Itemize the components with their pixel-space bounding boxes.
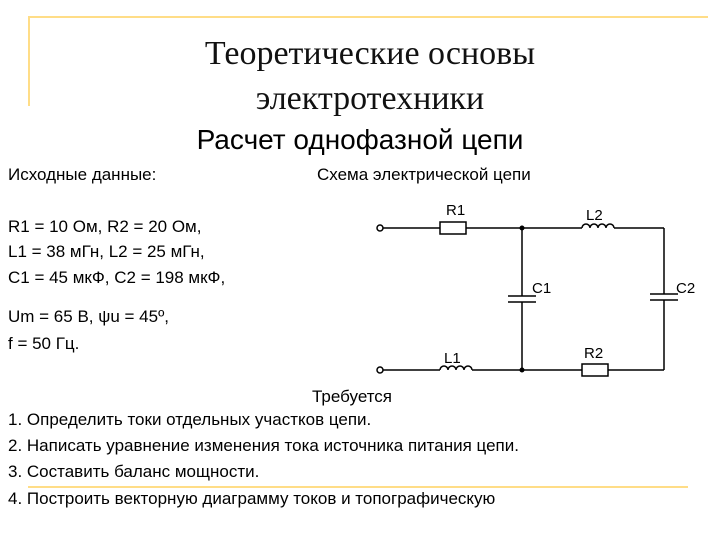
label-c2: C2 (676, 280, 696, 297)
given-freq-line: f = 50 Гц. (8, 334, 80, 353)
label-l1: L1 (444, 350, 461, 367)
schema-heading: Схема электрической цепи (317, 165, 531, 184)
slide-title-line1: Теоретические основы (204, 35, 536, 72)
node-top (520, 226, 525, 231)
inductor-l2 (582, 224, 614, 228)
given-line-3: C1 = 45 мкФ, C2 = 198 мкФ, (8, 268, 226, 287)
label-c1: C1 (532, 280, 552, 297)
terminal-bottom (377, 367, 383, 373)
label-r2: R2 (584, 345, 604, 362)
label-r1: R1 (446, 202, 466, 219)
slide-title-line2: электротехники (255, 80, 485, 117)
slide-subtitle: Расчет однофазной цепи (196, 124, 524, 155)
given-heading: Исходные данные: (8, 165, 157, 184)
node-bottom (520, 368, 525, 373)
required-heading: Требуется (312, 387, 393, 406)
resistor-r2 (582, 364, 608, 376)
terminal-top (377, 225, 383, 231)
task-4: 4. Построить векторную диаграмму токов и топографическую (8, 489, 496, 508)
label-l2: L2 (586, 207, 603, 224)
task-2: 2. Написать уравнение изменения тока источника питания цепи. (8, 436, 519, 455)
given-source-line: Um = 65 В, ψu = 45º, (8, 307, 170, 326)
given-line-1: R1 = 10 Ом, R2 = 20 Ом, (8, 217, 202, 236)
task-1: 1. Определить токи отдельных участков цепи. (8, 410, 372, 429)
resistor-r1 (440, 222, 466, 234)
task-3: 3. Составить баланс мощности. (8, 462, 260, 481)
given-line-2: L1 = 38 мГн, L2 = 25 мГн, (8, 242, 205, 261)
